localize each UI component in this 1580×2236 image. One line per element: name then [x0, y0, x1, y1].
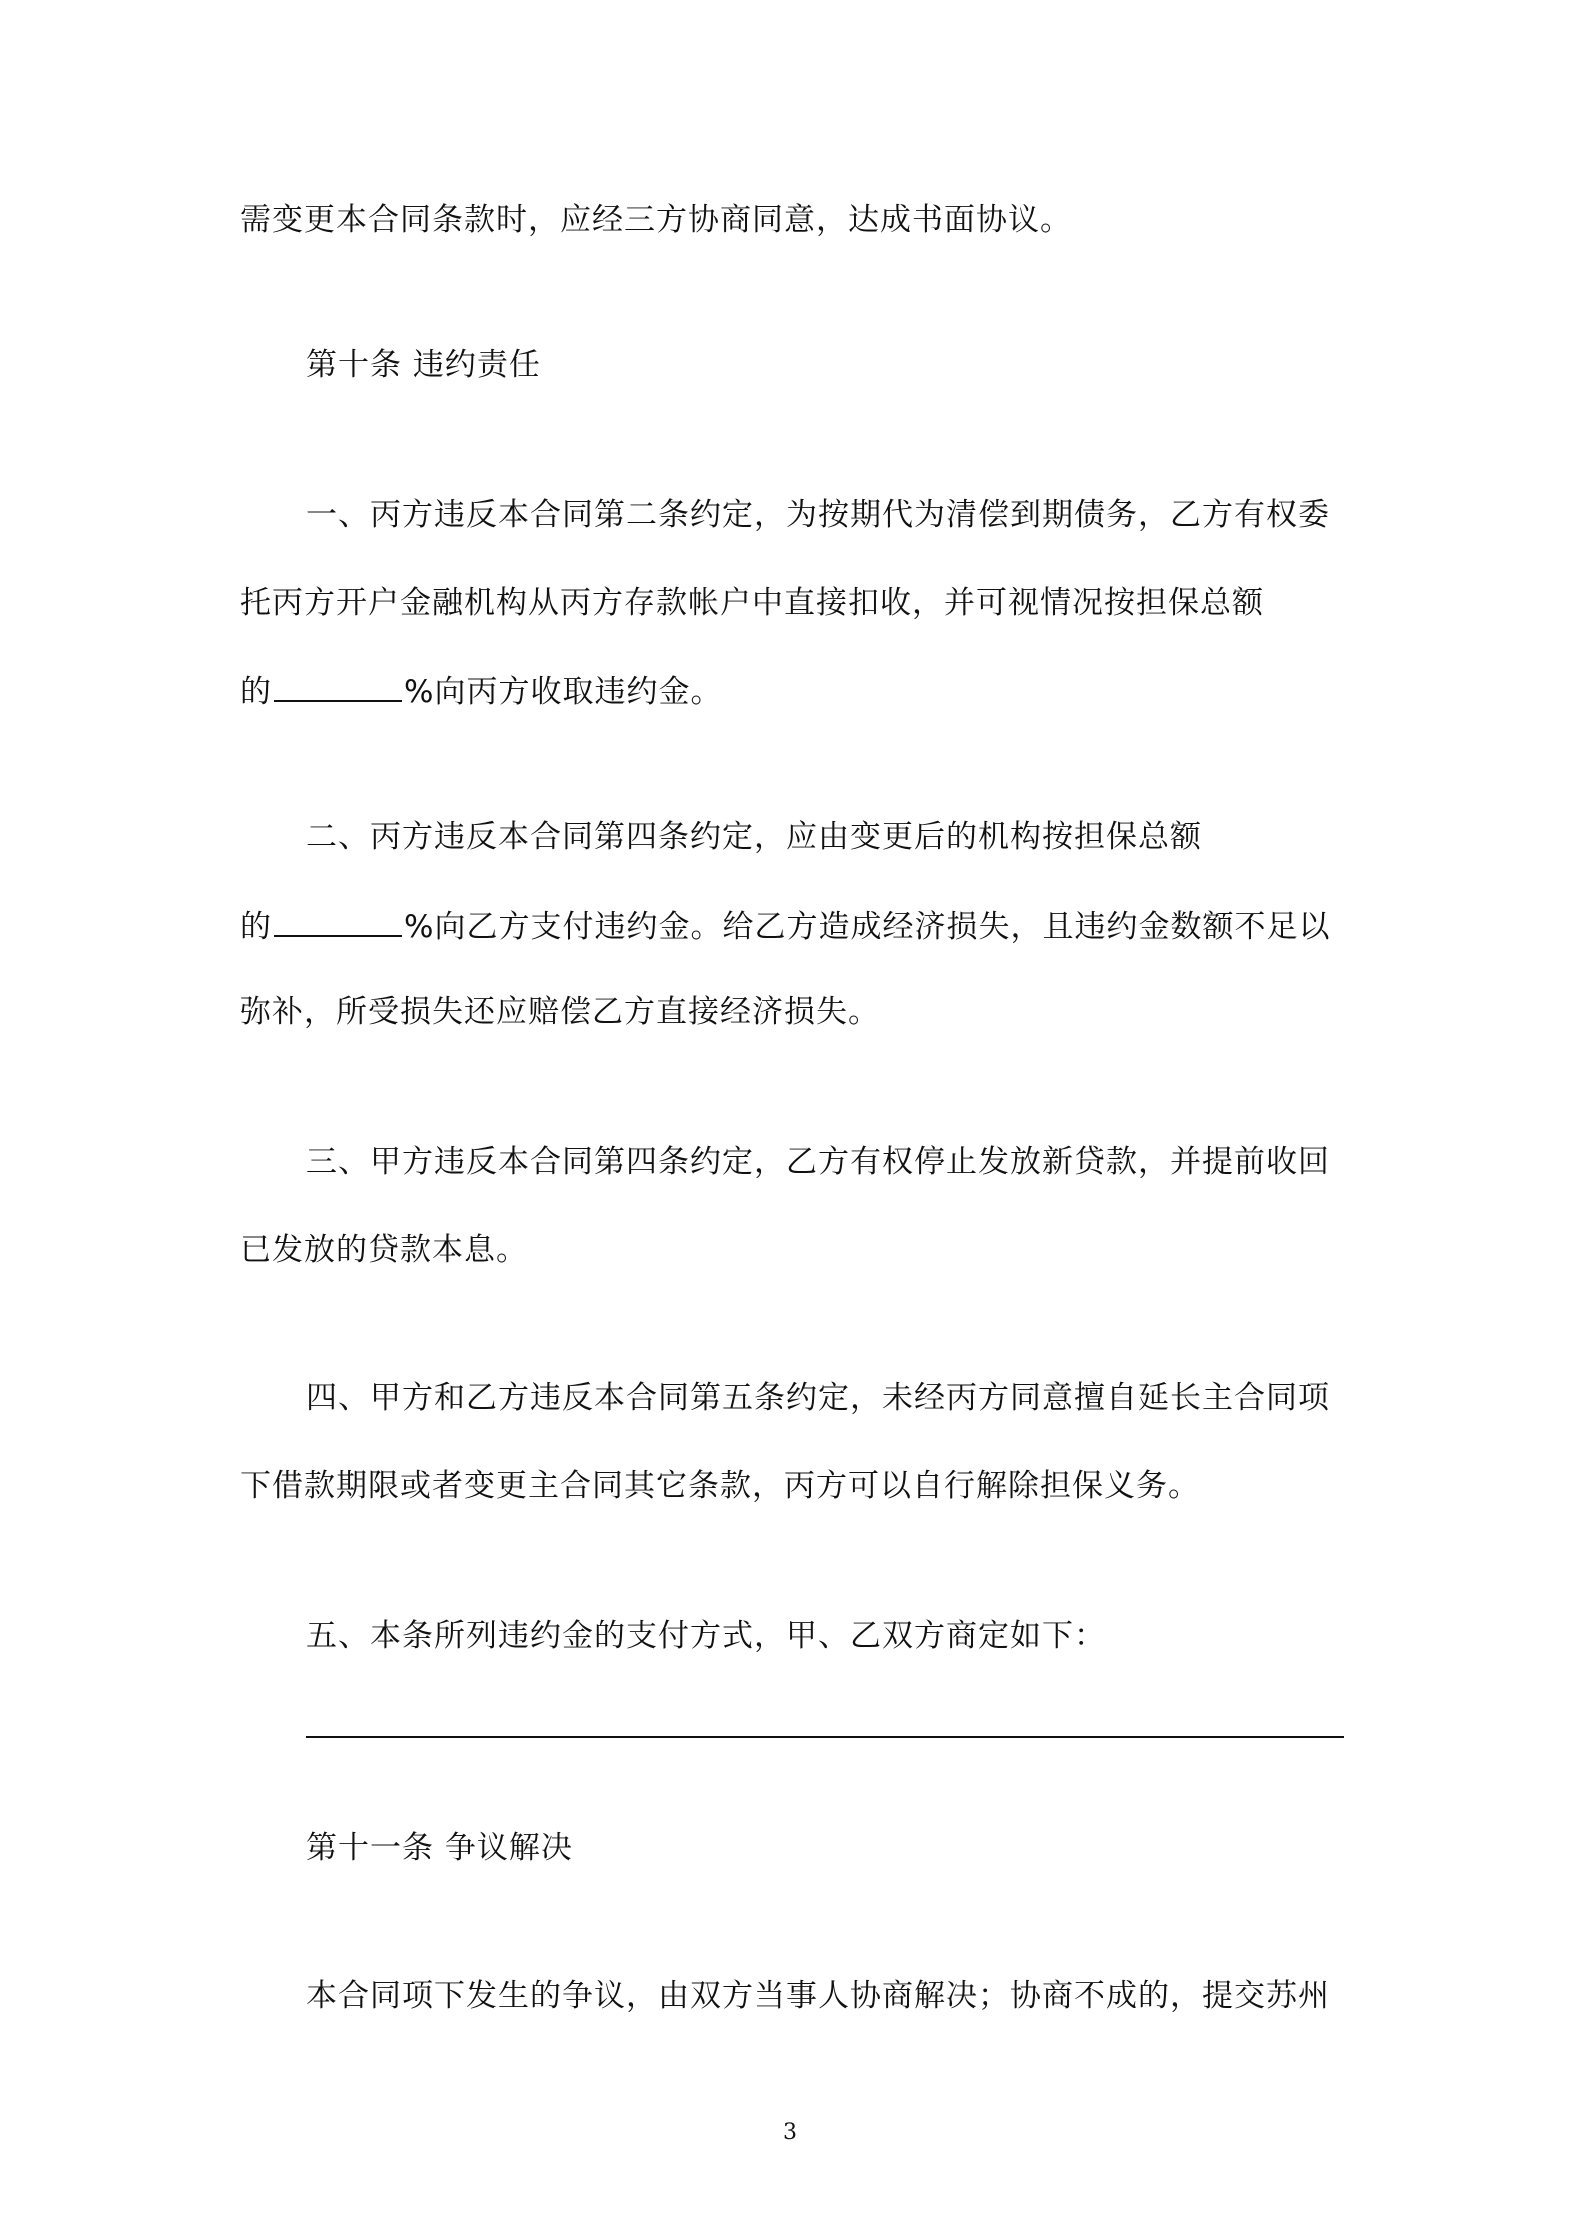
item-2-line-2-suffix: %向乙方支付违约金。给乙方造成经济损失，且违约金数额不足以: [404, 909, 1331, 945]
fill-in-line[interactable]: [306, 1736, 1344, 1738]
article-heading-11: 第十一条 争议解决: [306, 1830, 573, 1866]
item-2-line-3: 弥补，所受损失还应赔偿乙方直接经济损失。: [240, 994, 880, 1030]
item-4-line-1: 四、甲方和乙方违反本合同第五条约定，未经丙方同意擅自延长主合同项: [306, 1380, 1330, 1416]
fill-in-blank[interactable]: [274, 670, 402, 702]
item-3-line-2: 已发放的贷款本息。: [240, 1232, 528, 1268]
paragraph-line: 需变更本合同条款时，应经三方协商同意，达成书面协议。: [240, 202, 1072, 238]
item-3-line-1: 三、甲方违反本合同第四条约定，乙方有权停止发放新贷款，并提前收回: [306, 1144, 1330, 1180]
item-1-line-3-suffix: %向丙方收取违约金。: [404, 674, 723, 710]
paragraph-line: 本合同项下发生的争议，由双方当事人协商解决；协商不成的，提交苏州: [306, 1978, 1330, 2014]
item-5-line-1: 五、本条所列违约金的支付方式，甲、乙双方商定如下：: [306, 1618, 1106, 1654]
item-1-line-3: [240, 670, 722, 712]
item-2-line-2-prefix: 的: [240, 909, 272, 945]
article-heading-10: 第十条 违约责任: [306, 347, 541, 383]
item-2-line-2: [240, 905, 1330, 947]
item-1-line-2: 托丙方开户金融机构从丙方存款帐户中直接扣收，并可视情况按担保总额: [240, 585, 1264, 621]
item-1-line-1: 一、丙方违反本合同第二条约定，为按期代为清偿到期债务，乙方有权委: [306, 497, 1330, 533]
item-1-line-3-prefix: 的: [240, 674, 272, 710]
page-number: 3: [783, 2120, 797, 2145]
item-4-line-2: 下借款期限或者变更主合同其它条款，丙方可以自行解除担保义务。: [240, 1468, 1200, 1504]
fill-in-blank[interactable]: [274, 905, 402, 937]
item-2-line-1: 二、丙方违反本合同第四条约定，应由变更后的机构按担保总额: [306, 819, 1202, 855]
